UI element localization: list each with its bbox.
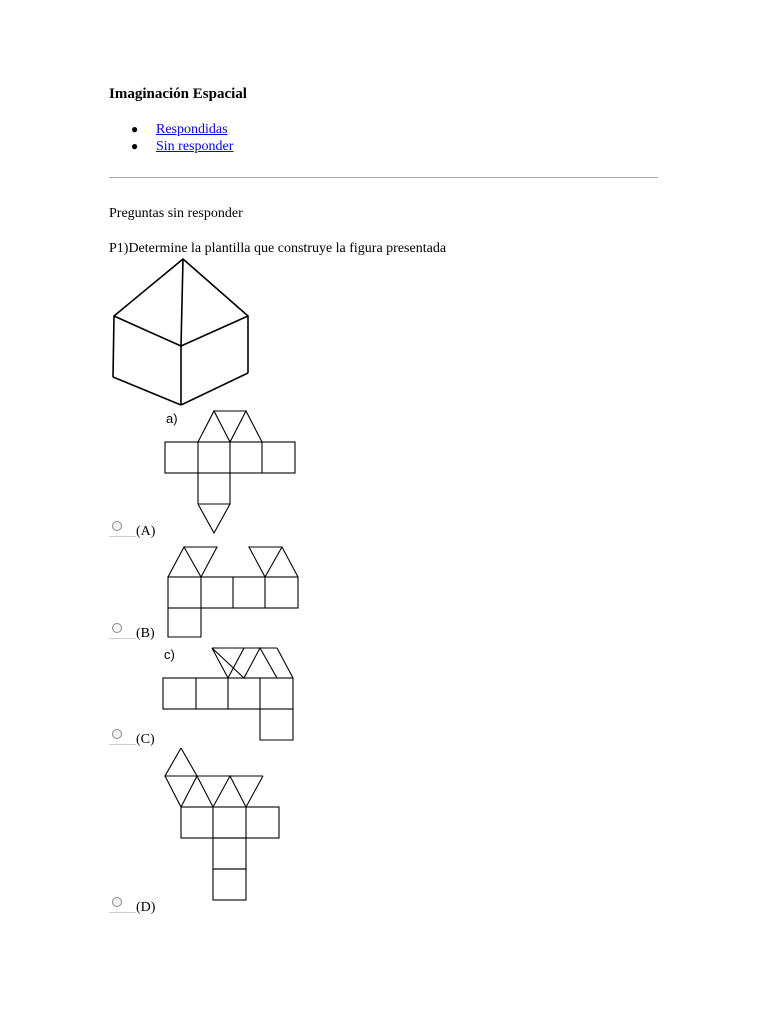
net-option-c: [160, 644, 300, 744]
answer-filter-list: [109, 121, 233, 155]
option-a-label: (A): [136, 524, 156, 539]
bullet-icon: ●: [131, 139, 139, 153]
section-divider: [109, 177, 658, 178]
presented-figure: [108, 255, 253, 410]
list-item: [109, 138, 233, 155]
net-option-d: [163, 746, 283, 902]
question-text: P1)Determine la plantilla que construye la figura presentada: [109, 241, 447, 256]
page-title: Imaginación Espacial: [109, 86, 247, 102]
option-a-underline: [109, 536, 136, 537]
option-d-underline: [109, 912, 136, 913]
option-c-radio[interactable]: [112, 729, 122, 739]
figure-letter-c: c): [164, 647, 175, 662]
option-b-underline: [109, 638, 136, 639]
option-c-label: (C): [136, 732, 155, 747]
option-d-label: (D): [136, 900, 156, 915]
bullet-icon: ●: [131, 122, 139, 136]
section-title: Preguntas sin responder: [109, 206, 243, 221]
net-option-a: [160, 405, 300, 537]
net-option-b: [165, 544, 305, 640]
figure-letter-a: a): [166, 411, 178, 426]
sin-responder-link[interactable]: Sin responder: [156, 139, 234, 154]
option-b-label: (B): [136, 626, 155, 641]
respondidas-link[interactable]: Respondidas: [156, 122, 228, 137]
option-a-radio[interactable]: [112, 521, 122, 531]
option-d-radio[interactable]: [112, 897, 122, 907]
list-item: [109, 121, 233, 138]
option-b-radio[interactable]: [112, 623, 122, 633]
option-c-underline: [109, 744, 136, 745]
